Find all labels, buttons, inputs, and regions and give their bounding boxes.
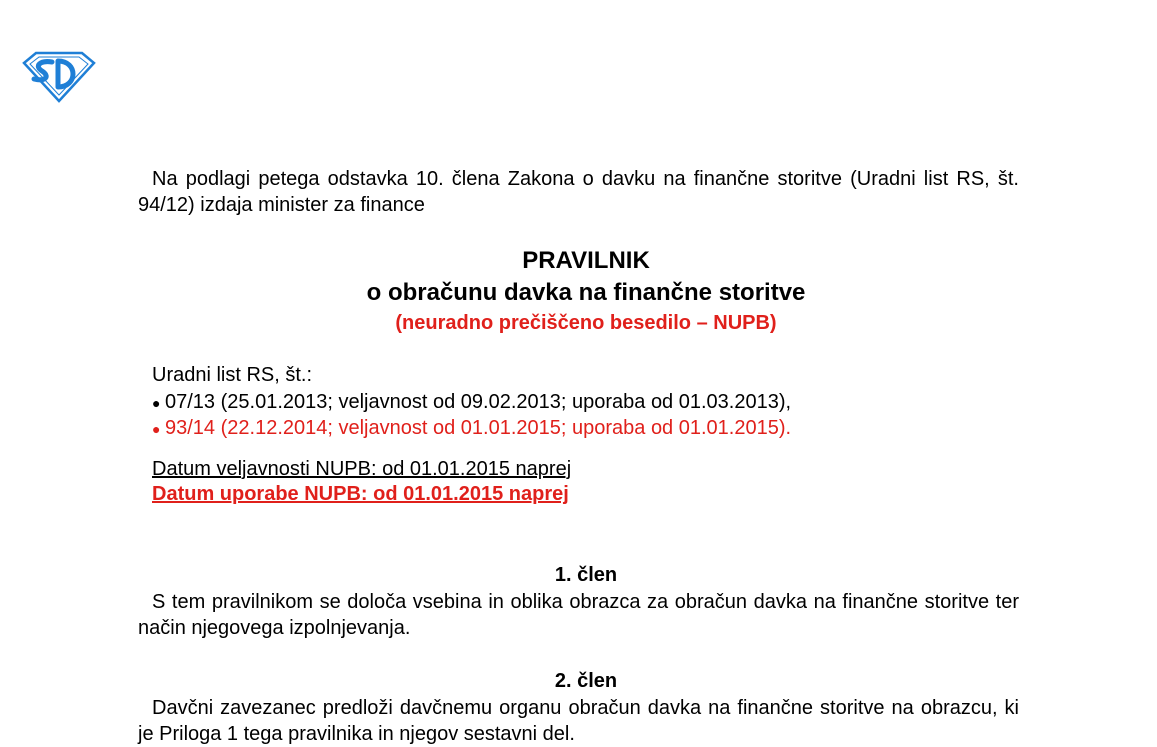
gazette-entry xyxy=(152,415,791,441)
ministry-logo xyxy=(22,49,96,103)
unofficial-note: (neuradno prečiščeno besedilo – NUPB) xyxy=(395,312,777,334)
article-text: Davčni zavezanec predloži davčnemu organu obračun davka na finančne storitve na obrazcu, ki je Priloga 1 tega pravilnika in njegov sestavni del. xyxy=(138,697,1019,745)
document-title: PRAVILNIK xyxy=(522,247,650,274)
gazette-label: Uradni list RS, št.: xyxy=(152,364,313,386)
application-date: Datum uporabe NUPB: od 01.01.2015 naprej xyxy=(152,483,569,505)
bullet-icon: ● xyxy=(152,394,161,411)
article-heading: 1. člen xyxy=(554,564,618,586)
shield-logo-icon xyxy=(22,49,96,103)
article-text: S tem pravilnikom se določa vsebina in oblika obrazca za obračun davka na finančne storitve ter način njegovega izpolnjevanja. xyxy=(138,591,1019,639)
gazette-entry-text: 07/13 (25.01.2013; veljavnost od 09.02.2013; uporaba od 01.03.2013), xyxy=(165,391,792,413)
article-heading: 2. člen xyxy=(554,670,618,692)
document-subtitle: o obračunu davka na finančne storitve xyxy=(366,279,806,306)
intro-paragraph: Na podlagi petega odstavka 10. člena Zakona o davku na finančne storitve (Uradni list RS, št. 94/12) izdaja minister za finance xyxy=(138,168,1019,216)
gazette-entry-text: 93/14 (22.12.2014; veljavnost od 01.01.2015; uporaba od 01.01.2015). xyxy=(165,417,792,439)
validity-date: Datum veljavnosti NUPB: od 01.01.2015 naprej xyxy=(152,458,572,480)
gazette-entry xyxy=(152,389,791,415)
bullet-icon: ● xyxy=(152,420,161,437)
